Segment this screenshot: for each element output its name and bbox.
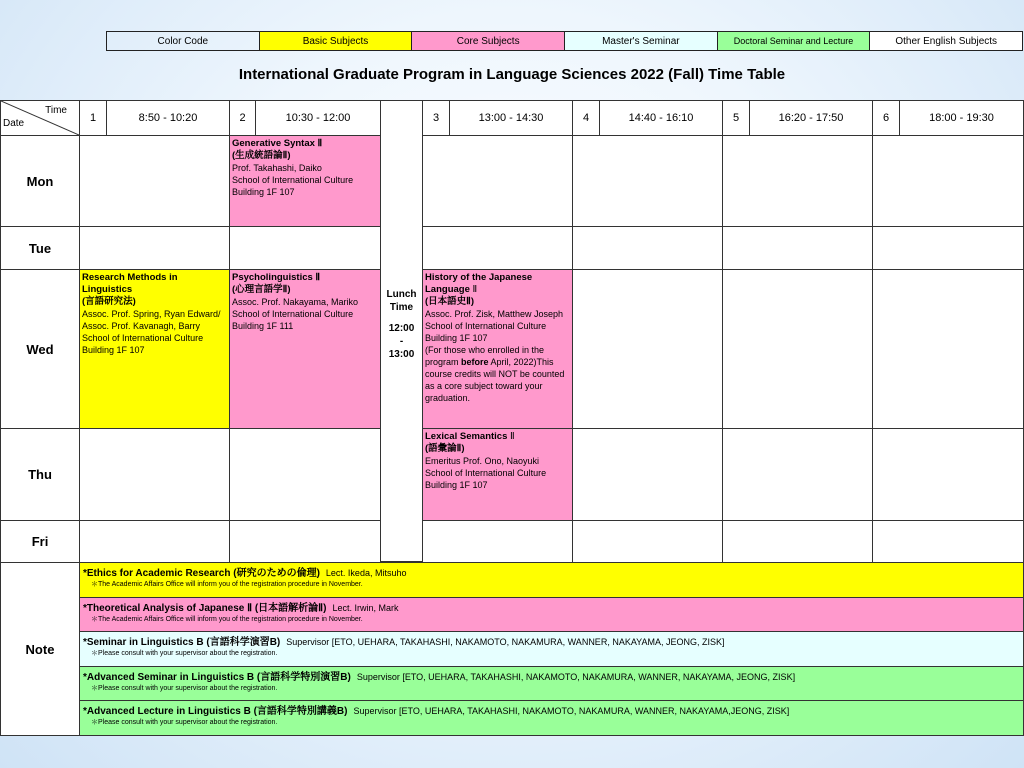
- note-title: *Seminar in Linguistics B (言語科学演習B): [83, 637, 281, 648]
- cell-tue-6: [872, 226, 1024, 270]
- course-room: Building 1F 107: [425, 333, 488, 343]
- course-title-text: Lexical Semantics: [425, 431, 508, 442]
- cell-mon-4: [572, 135, 723, 227]
- course-location: School of International Culture: [232, 309, 354, 319]
- course-instructor: Assoc. Prof. Zisk, Matthew Joseph: [425, 309, 564, 319]
- period-num: 4: [572, 100, 600, 136]
- lunch-time-label: [380, 288, 423, 361]
- cell-tue-4: [572, 226, 723, 270]
- course-jp-title: (語彙論Ⅱ): [425, 443, 465, 454]
- course-location: School of International Culture: [82, 333, 204, 343]
- course-instructor: Assoc. Prof. Spring, Ryan Edward/ Assoc. Prof. Kavanagh, Barry: [82, 309, 221, 331]
- cell-tue-3: [422, 226, 573, 270]
- note-subtext: ＊The Academic Affairs Office will inform you of the registration procedure in November.: [91, 581, 363, 588]
- course-title-text: History of the Japanese Language: [425, 272, 533, 295]
- course-location: School of International Culture: [425, 321, 547, 331]
- course-room: Building 1F 107: [232, 187, 295, 197]
- cell-thu-2: [229, 428, 381, 521]
- period-time: 10:30 - 12:00: [255, 100, 381, 136]
- cell-tue-2: [229, 226, 381, 270]
- note-label: Note: [0, 562, 80, 736]
- note-lecturer: Lect. Irwin, Mark: [332, 603, 399, 613]
- course-jp-title: (日本語史Ⅱ): [425, 296, 475, 307]
- course-room: Building 1F 111: [232, 321, 294, 331]
- cell-fri-4: [572, 520, 723, 563]
- day-wed: Wed: [0, 269, 80, 429]
- period-time: 14:40 - 16:10: [599, 100, 723, 136]
- legend-other-english: Other English Subjects: [870, 32, 1022, 50]
- cell-tue-5: [722, 226, 873, 270]
- period-num: 6: [872, 100, 900, 136]
- condition-c: April, 2022)This course credits will NOT be counted as a core subject toward your graduation.: [425, 357, 565, 403]
- color-legend: [106, 31, 1023, 51]
- note-subtext: ＊Please consult with your supervisor about the registration.: [91, 685, 278, 692]
- lunch-start: 12:00: [388, 323, 415, 334]
- note-title: *Advanced Seminar in Linguistics B (言語科学特別演習B): [83, 672, 351, 683]
- note-supervisor: Supervisor [ETO, UEHARA, TAKAHASHI, NAKAMOTO, NAKAMURA, WANNER, NAKAYAMA, JEONG, ZISK]: [286, 637, 725, 647]
- lunch-end: 13:00: [388, 349, 415, 360]
- legend-basic-subjects: Basic Subjects: [260, 32, 413, 50]
- cell-wed-6: [872, 269, 1024, 429]
- day-tue: Tue: [0, 226, 80, 270]
- note-theoretical-analysis[interactable]: [79, 597, 1024, 632]
- course-history-japanese[interactable]: [422, 269, 573, 429]
- course-title-suffix: Ⅱ: [507, 431, 515, 442]
- course-psycholinguistics[interactable]: [229, 269, 381, 429]
- cell-mon-1: [79, 135, 230, 227]
- period-time: 13:00 - 14:30: [449, 100, 573, 136]
- lunch-dash: -: [399, 336, 404, 347]
- legend-core-subjects: Core Subjects: [412, 32, 565, 50]
- note-supervisor: Supervisor [ETO, UEHARA, TAKAHASHI, NAKAMOTO, NAKAMURA, WANNER, NAKAYAMA, JEONG, ZISK]: [356, 672, 796, 682]
- course-generative-syntax[interactable]: [229, 135, 381, 227]
- page-title: International Graduate Program in Language Sciences 2022 (Fall) Time Table: [238, 66, 786, 83]
- timetable: [0, 100, 1024, 736]
- course-location: School of International Culture: [232, 175, 354, 185]
- note-supervisor: Supervisor [ETO, UEHARA, TAKAHASHI, NAKAMOTO, NAKAMURA, WANNER, NAKAYAMA,JEONG, ZISK]: [353, 706, 790, 716]
- note-advanced-seminar[interactable]: [79, 666, 1024, 701]
- course-location: School of International Culture: [425, 468, 547, 478]
- course-instructor: Assoc. Prof. Nakayama, Mariko: [232, 297, 359, 307]
- cell-fri-6: [872, 520, 1024, 563]
- note-seminar-linguistics[interactable]: [79, 631, 1024, 667]
- course-title: [425, 272, 570, 296]
- legend-masters-seminar: Master's Seminar: [565, 32, 718, 50]
- course-title: Psycholinguistics Ⅱ: [232, 272, 321, 283]
- cell-thu-1: [79, 428, 230, 521]
- note-lecturer: Lect. Ikeda, Mitsuho: [325, 568, 407, 578]
- course-title: Generative Syntax Ⅱ: [232, 138, 323, 149]
- note-subtext: ＊Please consult with your supervisor about the registration.: [91, 719, 278, 726]
- period-time: 8:50 - 10:20: [106, 100, 230, 136]
- condition-b: before: [461, 357, 489, 367]
- cell-tue-1: [79, 226, 230, 270]
- note-subtext: ＊The Academic Affairs Office will inform you of the registration procedure in November.: [91, 616, 363, 623]
- period-num: 1: [79, 100, 107, 136]
- cell-fri-1: [79, 520, 230, 563]
- course-condition: [425, 344, 570, 404]
- lunch-label: Lunch: [386, 289, 417, 300]
- course-research-methods[interactable]: [79, 269, 230, 429]
- course-jp-title: (言語研究法): [82, 296, 136, 307]
- course-instructor: Emeritus Prof. Ono, Naoyuki: [425, 456, 540, 466]
- course-instructor: Prof. Takahashi, Daiko: [232, 163, 322, 173]
- cell-mon-5: [722, 135, 873, 227]
- note-title: *Ethics for Academic Research (研究のための倫理): [83, 568, 320, 579]
- cell-mon-3: [422, 135, 573, 227]
- cell-fri-3: [422, 520, 573, 563]
- cell-thu-5: [722, 428, 873, 521]
- course-room: Building 1F 107: [425, 480, 488, 490]
- cell-mon-6: [872, 135, 1024, 227]
- note-title: *Advanced Lecture in Linguistics B (言語科学特別講義B): [83, 706, 348, 717]
- header-time-label: Time: [45, 105, 67, 116]
- cell-fri-2: [229, 520, 381, 563]
- period-time: 16:20 - 17:50: [749, 100, 873, 136]
- course-room: Building 1F 107: [82, 345, 145, 355]
- period-num: 3: [422, 100, 450, 136]
- period-time: 18:00 - 19:30: [899, 100, 1024, 136]
- course-lexical-semantics[interactable]: [422, 428, 573, 521]
- day-mon: Mon: [0, 135, 80, 227]
- period-num: 2: [229, 100, 256, 136]
- cell-fri-5: [722, 520, 873, 563]
- corner-cell: [0, 100, 80, 136]
- note-advanced-lecture[interactable]: [79, 700, 1024, 736]
- note-subtext: ＊Please consult with your supervisor about the registration.: [91, 650, 278, 657]
- condition-a: (For those who enrolled in the program: [425, 345, 545, 367]
- cell-wed-4: [572, 269, 723, 429]
- cell-wed-5: [722, 269, 873, 429]
- header-date-label: Date: [3, 118, 25, 129]
- cell-thu-6: [872, 428, 1024, 521]
- day-fri: Fri: [0, 520, 80, 563]
- course-title: [425, 431, 570, 443]
- note-title: *Theoretical Analysis of Japanese Ⅱ (日本語解析論Ⅱ): [83, 603, 327, 614]
- cell-thu-4: [572, 428, 723, 521]
- course-title: Research Methods in Linguistics: [82, 272, 178, 295]
- legend-doctoral-seminar: Doctoral Seminar and Lecture: [718, 32, 871, 50]
- lunch-time-word: Time: [389, 302, 414, 313]
- day-thu: Thu: [0, 428, 80, 521]
- course-jp-title: (生成統語論Ⅱ): [232, 150, 291, 161]
- period-num: 5: [722, 100, 750, 136]
- note-ethics[interactable]: [79, 562, 1024, 598]
- course-title-suffix: Ⅱ: [469, 284, 478, 295]
- course-jp-title: (心理言語学Ⅱ): [232, 284, 291, 295]
- legend-color-code: Color Code: [107, 32, 260, 50]
